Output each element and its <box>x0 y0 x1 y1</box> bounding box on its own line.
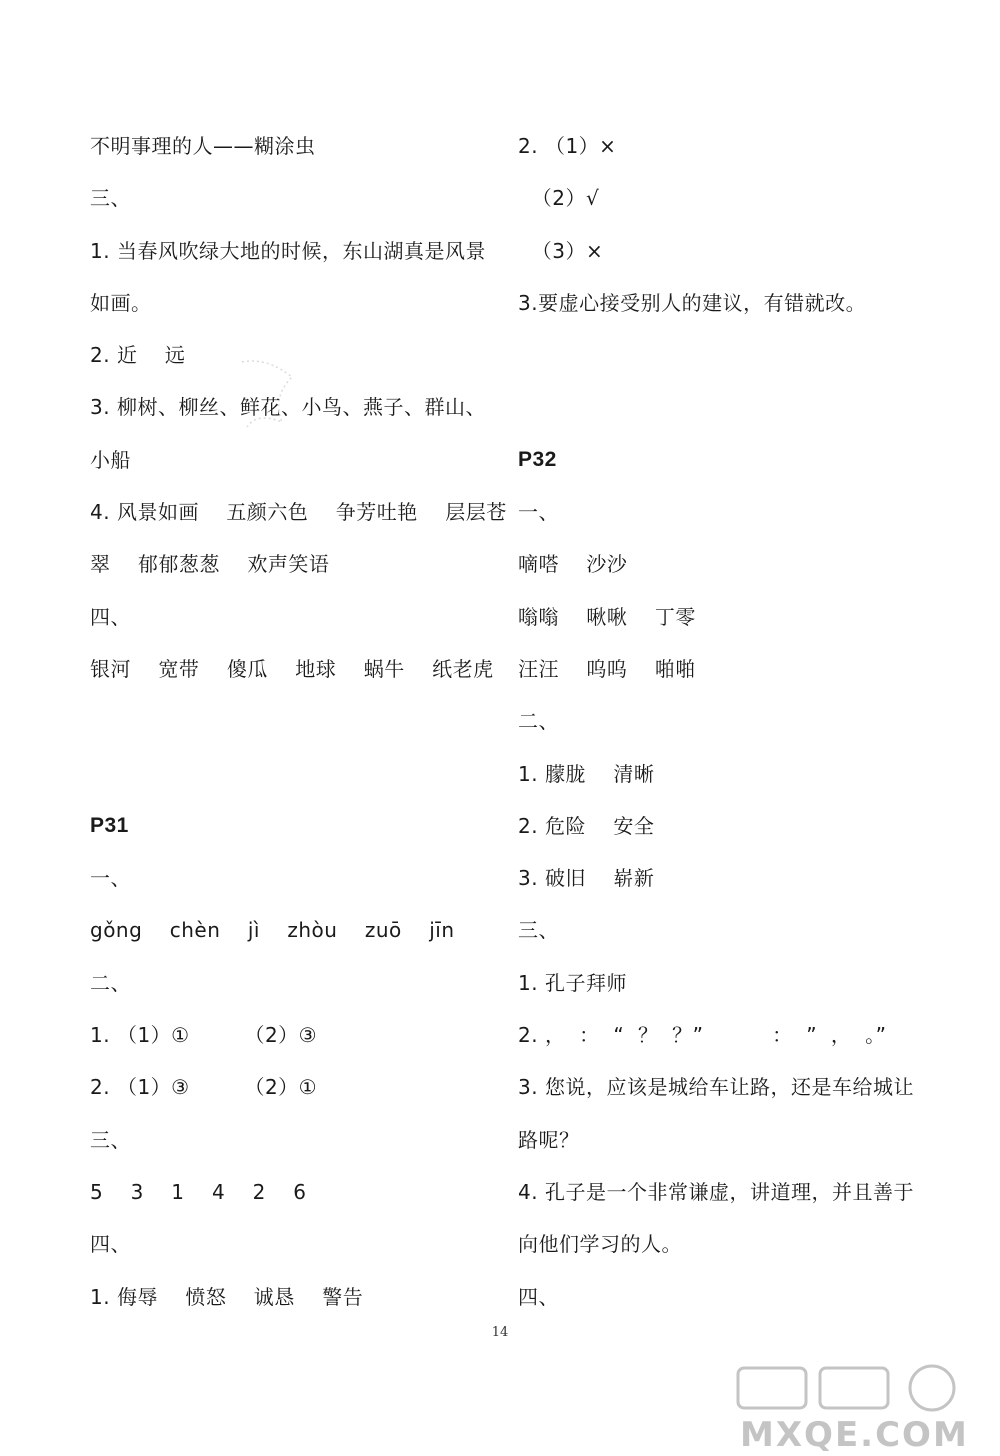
watermark-text: MXQE.COM <box>740 1415 969 1452</box>
answer-line: 三、 <box>90 1127 131 1152</box>
answer-line: 三、 <box>518 918 559 943</box>
answer-line: 向他们学习的人。 <box>518 1232 682 1257</box>
answer-line: 如画。 <box>90 290 152 315</box>
answer-line: 4. 风景如画 五颜六色 争芳吐艳 层层苍 <box>90 500 507 525</box>
answer-line: 二、 <box>90 970 131 995</box>
answer-line: 2. （1）× <box>518 134 617 158</box>
answer-line: 嘀嗒 沙沙 <box>518 552 628 577</box>
answer-line: gǒng chèn jì zhòu zuō jīn <box>90 918 455 943</box>
faint-stamp-mark <box>232 352 302 432</box>
blank-line <box>518 329 918 381</box>
answer-line: 1. 朦胧 清晰 <box>518 761 655 786</box>
answer-line: 四、 <box>90 1232 131 1257</box>
answer-line: 四、 <box>90 604 131 629</box>
answer-line: 1. 当春风吹绿大地的时候，东山湖真是风景 <box>90 238 486 263</box>
right-column <box>518 120 918 1323</box>
answer-line: 1. 孔子拜师 <box>518 970 627 995</box>
answer-line: 1. 侮辱 愤怒 诚恳 警告 <box>90 1284 364 1309</box>
blank-line <box>518 381 918 433</box>
answer-line: 2. 危险 安全 <box>518 813 655 838</box>
left-column <box>90 120 507 1323</box>
blank-line <box>90 748 490 800</box>
answer-line: 2. ， ： “ ？ ？” ： ” ， 。” <box>518 1023 887 1048</box>
answer-line: 路呢？ <box>518 1127 580 1152</box>
answer-line: 一、 <box>518 500 559 525</box>
answer-line: 1. （1）① （2）③ <box>90 1023 318 1048</box>
answer-line: 银河 宽带 傻瓜 地球 蜗牛 纸老虎 <box>90 656 494 681</box>
answer-line: 3. 您说，应该是城给车让路，还是车给城让 <box>518 1075 914 1100</box>
answer-line: 不明事理的人——糊涂虫 <box>90 134 316 158</box>
answer-line: 翠 郁郁葱葱 欢声笑语 <box>90 552 330 577</box>
answer-line: 2. （1）③ （2）① <box>90 1075 318 1100</box>
answer-line: 2. 近 远 <box>90 343 186 368</box>
answer-line: 3. 柳树、柳丝、鲜花、小鸟、燕子、群山、 <box>90 395 486 420</box>
watermark-logo <box>732 1362 982 1452</box>
answer-line: 二、 <box>518 709 559 734</box>
answer-line: 4. 孔子是一个非常谦虚，讲道理，并且善于 <box>518 1179 914 1204</box>
section-heading: P32 <box>518 447 557 471</box>
answer-line: （3）× <box>518 238 604 263</box>
answer-line: 小船 <box>90 447 131 472</box>
answer-line: 3. 破旧 崭新 <box>518 866 655 891</box>
answer-line: （2）√ <box>518 186 600 211</box>
answer-line: 三、 <box>90 186 131 211</box>
answer-line: 一、 <box>90 866 131 891</box>
answer-line: 四、 <box>518 1284 559 1309</box>
answer-line: 汪汪 呜呜 啪啪 <box>518 656 696 681</box>
page-number: 14 <box>491 1325 509 1340</box>
answer-line: 3.要虚心接受别人的建议，有错就改。 <box>518 290 867 315</box>
blank-line <box>90 695 490 747</box>
section-heading: P31 <box>90 813 129 837</box>
answer-line: 嗡嗡 啾啾 丁零 <box>518 604 696 629</box>
answer-line: 5 3 1 4 2 6 <box>90 1179 307 1204</box>
